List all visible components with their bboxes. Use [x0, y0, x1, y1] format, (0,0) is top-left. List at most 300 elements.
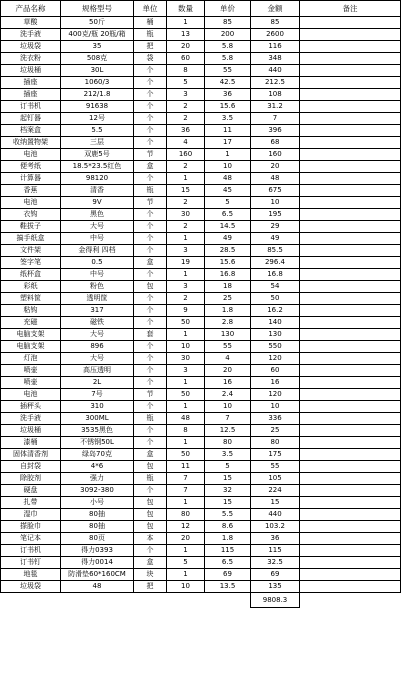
cell-quantity: 9 — [167, 305, 205, 317]
cell-unit: 个 — [134, 137, 167, 149]
cell-unit-price: 5 — [205, 461, 251, 473]
cell-amount: 175 — [251, 449, 300, 461]
cell-product-name: 灯泡 — [1, 353, 61, 365]
cell-unit-price: 49 — [205, 233, 251, 245]
cell-quantity: 3 — [167, 281, 205, 293]
cell-remarks — [300, 425, 401, 437]
total-blank-cell — [134, 593, 167, 608]
cell-unit-price: 8.6 — [205, 521, 251, 533]
cell-unit-price: 48 — [205, 173, 251, 185]
table-row — [1, 173, 401, 185]
cell-quantity: 7 — [167, 473, 205, 485]
cell-product-name: 垃圾桶 — [1, 65, 61, 77]
cell-unit: 盒 — [134, 557, 167, 569]
cell-unit-price: 17 — [205, 137, 251, 149]
cell-quantity: 2 — [167, 293, 205, 305]
cell-unit-price: 2.8 — [205, 317, 251, 329]
header-remarks: 备注 — [300, 1, 401, 17]
cell-remarks — [300, 29, 401, 41]
cell-quantity: 1 — [167, 401, 205, 413]
cell-spec: 强力 — [61, 473, 134, 485]
cell-unit: 个 — [134, 377, 167, 389]
cell-amount: 120 — [251, 389, 300, 401]
cell-product-name: 插座 — [1, 89, 61, 101]
cell-remarks — [300, 557, 401, 569]
cell-product-name: 喷壶 — [1, 365, 61, 377]
cell-spec: 98120 — [61, 173, 134, 185]
cell-quantity: 1 — [167, 17, 205, 29]
cell-quantity: 1 — [167, 329, 205, 341]
table-row — [1, 353, 401, 365]
cell-amount: 85.5 — [251, 245, 300, 257]
cell-remarks — [300, 89, 401, 101]
cell-unit-price: 55 — [205, 65, 251, 77]
header-unit-price: 单价 — [205, 1, 251, 17]
cell-amount: 396 — [251, 125, 300, 137]
cell-unit: 个 — [134, 437, 167, 449]
table-row — [1, 161, 401, 173]
cell-unit: 个 — [134, 365, 167, 377]
cell-unit: 盒 — [134, 257, 167, 269]
cell-spec: 绿岛70克 — [61, 449, 134, 461]
cell-unit-price: 11 — [205, 125, 251, 137]
cell-spec: 18.5*23.5红色 — [61, 161, 134, 173]
cell-remarks — [300, 53, 401, 65]
cell-quantity: 5 — [167, 557, 205, 569]
cell-remarks — [300, 245, 401, 257]
cell-unit: 个 — [134, 113, 167, 125]
table-row — [1, 521, 401, 533]
cell-spec: 大号 — [61, 221, 134, 233]
cell-spec: 清香 — [61, 185, 134, 197]
cell-product-name: 垃圾袋 — [1, 581, 61, 593]
cell-unit: 个 — [134, 485, 167, 497]
cell-remarks — [300, 137, 401, 149]
cell-unit: 个 — [134, 125, 167, 137]
cell-quantity: 1 — [167, 269, 205, 281]
cell-unit: 瓶 — [134, 185, 167, 197]
cell-spec: 得力0393 — [61, 545, 134, 557]
cell-unit-price: 1 — [205, 149, 251, 161]
cell-amount: 115 — [251, 545, 300, 557]
cell-unit: 包 — [134, 461, 167, 473]
cell-unit-price: 2.4 — [205, 389, 251, 401]
cell-unit-price: 28.5 — [205, 245, 251, 257]
cell-unit: 包 — [134, 521, 167, 533]
cell-unit: 把 — [134, 581, 167, 593]
table-row — [1, 437, 401, 449]
cell-unit-price: 15.6 — [205, 101, 251, 113]
cell-unit: 个 — [134, 89, 167, 101]
cell-spec: 中号 — [61, 233, 134, 245]
cell-unit: 个 — [134, 401, 167, 413]
cell-quantity: 1 — [167, 437, 205, 449]
table-row — [1, 41, 401, 53]
cell-product-name: 垃圾桶 — [1, 425, 61, 437]
cell-product-name: 订书机 — [1, 101, 61, 113]
cell-product-name: 草酸 — [1, 17, 61, 29]
cell-unit-price: 42.5 — [205, 77, 251, 89]
cell-amount: 105 — [251, 473, 300, 485]
cell-quantity: 30 — [167, 209, 205, 221]
cell-product-name: 扎带 — [1, 497, 61, 509]
cell-quantity: 8 — [167, 425, 205, 437]
table-row — [1, 257, 401, 269]
cell-remarks — [300, 473, 401, 485]
cell-spec: 896 — [61, 341, 134, 353]
cell-product-name: 笔记本 — [1, 533, 61, 545]
cell-spec: 7号 — [61, 389, 134, 401]
cell-spec: 透明筐 — [61, 293, 134, 305]
cell-product-name: 便考纸 — [1, 161, 61, 173]
cell-spec: 磁铁 — [61, 317, 134, 329]
cell-amount: 296.4 — [251, 257, 300, 269]
cell-amount: 130 — [251, 329, 300, 341]
cell-spec: 黑色 — [61, 209, 134, 221]
cell-remarks — [300, 269, 401, 281]
cell-unit: 块 — [134, 569, 167, 581]
cell-product-name: 地毯 — [1, 569, 61, 581]
cell-amount: 68 — [251, 137, 300, 149]
cell-unit: 袋 — [134, 53, 167, 65]
cell-amount: 120 — [251, 353, 300, 365]
cell-unit-price: 6.5 — [205, 209, 251, 221]
table-row — [1, 185, 401, 197]
cell-unit-price: 15.6 — [205, 257, 251, 269]
cell-unit: 个 — [134, 77, 167, 89]
table-row — [1, 389, 401, 401]
total-blank-cell — [167, 593, 205, 608]
cell-unit: 个 — [134, 317, 167, 329]
cell-spec: 400克/瓶 20瓶/箱 — [61, 29, 134, 41]
cell-unit: 瓶 — [134, 29, 167, 41]
cell-unit-price: 5 — [205, 197, 251, 209]
table-row — [1, 197, 401, 209]
cell-product-name: 电池 — [1, 389, 61, 401]
cell-remarks — [300, 197, 401, 209]
cell-unit: 个 — [134, 233, 167, 245]
cell-spec: 大号 — [61, 353, 134, 365]
cell-unit-price: 4 — [205, 353, 251, 365]
cell-quantity: 7 — [167, 485, 205, 497]
cell-spec: 310 — [61, 401, 134, 413]
cell-spec: 300ML — [61, 413, 134, 425]
cell-unit: 个 — [134, 65, 167, 77]
cell-amount: 10 — [251, 401, 300, 413]
cell-remarks — [300, 173, 401, 185]
cell-quantity: 1 — [167, 569, 205, 581]
cell-spec: 80抽 — [61, 521, 134, 533]
cell-product-name: 洗手液 — [1, 413, 61, 425]
cell-remarks — [300, 389, 401, 401]
cell-spec: 508克 — [61, 53, 134, 65]
table-row — [1, 281, 401, 293]
cell-amount: 440 — [251, 65, 300, 77]
cell-spec: 212/1.8 — [61, 89, 134, 101]
cell-amount: 2600 — [251, 29, 300, 41]
table-row — [1, 557, 401, 569]
cell-remarks — [300, 293, 401, 305]
cell-unit: 个 — [134, 425, 167, 437]
cell-unit: 个 — [134, 305, 167, 317]
total-blank-cell — [1, 593, 61, 608]
cell-unit: 个 — [134, 173, 167, 185]
cell-product-name: 电脑支架 — [1, 341, 61, 353]
cell-quantity: 1 — [167, 545, 205, 557]
cell-product-name: 喷壶 — [1, 377, 61, 389]
cell-quantity: 13 — [167, 29, 205, 41]
table-row — [1, 101, 401, 113]
cell-quantity: 19 — [167, 257, 205, 269]
cell-remarks — [300, 365, 401, 377]
cell-amount: 50 — [251, 293, 300, 305]
table-row — [1, 53, 401, 65]
cell-quantity: 48 — [167, 413, 205, 425]
cell-product-name: 固体清香剂 — [1, 449, 61, 461]
table-row — [1, 545, 401, 557]
cell-quantity: 50 — [167, 317, 205, 329]
cell-unit-price: 55 — [205, 341, 251, 353]
cell-spec: 防滑垫60*160CM — [61, 569, 134, 581]
header-row — [1, 1, 401, 17]
cell-unit-price: 13.5 — [205, 581, 251, 593]
table-row — [1, 17, 401, 29]
table-row — [1, 149, 401, 161]
cell-amount: 25 — [251, 425, 300, 437]
table-row — [1, 581, 401, 593]
total-blank-cell — [300, 593, 401, 608]
cell-quantity: 60 — [167, 53, 205, 65]
table-row — [1, 509, 401, 521]
cell-product-name: 粘钩 — [1, 305, 61, 317]
cell-amount: 550 — [251, 341, 300, 353]
cell-product-name: 塑料筐 — [1, 293, 61, 305]
cell-spec: 不锈钢50L — [61, 437, 134, 449]
cell-unit: 桶 — [134, 17, 167, 29]
cell-product-name: 漆桶 — [1, 437, 61, 449]
cell-unit-price: 7 — [205, 413, 251, 425]
cell-amount: 140 — [251, 317, 300, 329]
cell-product-name: 搞手纸盒 — [1, 233, 61, 245]
cell-unit-price: 5.8 — [205, 53, 251, 65]
cell-remarks — [300, 185, 401, 197]
header-product-name: 产品名称 — [1, 1, 61, 17]
cell-amount: 160 — [251, 149, 300, 161]
cell-spec: 双鹿5号 — [61, 149, 134, 161]
cell-amount: 116 — [251, 41, 300, 53]
cell-product-name: 订书钉 — [1, 557, 61, 569]
cell-remarks — [300, 449, 401, 461]
cell-quantity: 11 — [167, 461, 205, 473]
cell-quantity: 20 — [167, 41, 205, 53]
table-row — [1, 485, 401, 497]
cell-spec: 3535黑色 — [61, 425, 134, 437]
cell-quantity: 10 — [167, 341, 205, 353]
cell-quantity: 1 — [167, 233, 205, 245]
cell-product-name: 收纳置物架 — [1, 137, 61, 149]
cell-spec: 三层 — [61, 137, 134, 149]
table-row — [1, 341, 401, 353]
cell-unit-price: 15 — [205, 473, 251, 485]
cell-spec: 2L — [61, 377, 134, 389]
cell-amount: 675 — [251, 185, 300, 197]
table-row — [1, 65, 401, 77]
cell-spec: 317 — [61, 305, 134, 317]
cell-product-name: 插座 — [1, 77, 61, 89]
cell-remarks — [300, 497, 401, 509]
cell-amount: 29 — [251, 221, 300, 233]
table-row — [1, 497, 401, 509]
cell-unit: 盒 — [134, 161, 167, 173]
cell-unit-price: 15 — [205, 497, 251, 509]
cell-quantity: 3 — [167, 365, 205, 377]
cell-remarks — [300, 161, 401, 173]
cell-spec: 大号 — [61, 329, 134, 341]
cell-spec: 得力0014 — [61, 557, 134, 569]
cell-remarks — [300, 341, 401, 353]
cell-product-name: 电池 — [1, 197, 61, 209]
cell-spec: 4*6 — [61, 461, 134, 473]
cell-unit-price: 18 — [205, 281, 251, 293]
cell-product-name: 湿巾 — [1, 509, 61, 521]
cell-quantity: 36 — [167, 125, 205, 137]
cell-remarks — [300, 101, 401, 113]
table-row — [1, 29, 401, 41]
cell-quantity: 8 — [167, 65, 205, 77]
table-row — [1, 125, 401, 137]
cell-unit-price: 5.5 — [205, 509, 251, 521]
table-row — [1, 137, 401, 149]
cell-unit: 个 — [134, 221, 167, 233]
cell-product-name: 鞋拔子 — [1, 221, 61, 233]
cell-remarks — [300, 281, 401, 293]
header-quantity: 数量 — [167, 1, 205, 17]
cell-amount: 49 — [251, 233, 300, 245]
cell-quantity: 4 — [167, 137, 205, 149]
cell-remarks — [300, 125, 401, 137]
cell-amount: 36 — [251, 533, 300, 545]
cell-remarks — [300, 233, 401, 245]
table-row — [1, 293, 401, 305]
cell-spec: 48 — [61, 581, 134, 593]
cell-unit-price: 16 — [205, 377, 251, 389]
cell-unit-price: 10 — [205, 401, 251, 413]
cell-unit: 个 — [134, 269, 167, 281]
cell-spec: 小号 — [61, 497, 134, 509]
cell-unit-price: 6.5 — [205, 557, 251, 569]
cell-product-name: 插秤头 — [1, 401, 61, 413]
cell-remarks — [300, 401, 401, 413]
cell-unit: 个 — [134, 245, 167, 257]
table-row — [1, 365, 401, 377]
cell-product-name: 搽脸巾 — [1, 521, 61, 533]
cell-quantity: 50 — [167, 389, 205, 401]
cell-remarks — [300, 113, 401, 125]
cell-amount: 16.2 — [251, 305, 300, 317]
table-row — [1, 461, 401, 473]
cell-spec: 9V — [61, 197, 134, 209]
cell-quantity: 1 — [167, 173, 205, 185]
cell-amount: 16 — [251, 377, 300, 389]
cell-amount: 60 — [251, 365, 300, 377]
cell-product-name: 电脑支架 — [1, 329, 61, 341]
cell-remarks — [300, 305, 401, 317]
cell-unit-price: 85 — [205, 17, 251, 29]
table-row — [1, 209, 401, 221]
table-row — [1, 221, 401, 233]
cell-product-name: 洗衣粉 — [1, 53, 61, 65]
cell-remarks — [300, 485, 401, 497]
cell-product-name: 签字笔 — [1, 257, 61, 269]
cell-unit-price: 115 — [205, 545, 251, 557]
cell-unit: 瓶 — [134, 413, 167, 425]
cell-remarks — [300, 149, 401, 161]
cell-unit: 个 — [134, 293, 167, 305]
cell-remarks — [300, 521, 401, 533]
cell-spec: 5.5 — [61, 125, 134, 137]
cell-amount: 31.2 — [251, 101, 300, 113]
cell-amount: 54 — [251, 281, 300, 293]
cell-spec: 80抽 — [61, 509, 134, 521]
cell-unit: 瓶 — [134, 473, 167, 485]
cell-remarks — [300, 545, 401, 557]
cell-spec: 高压透明 — [61, 365, 134, 377]
cell-spec: 50斤 — [61, 17, 134, 29]
cell-amount: 16.8 — [251, 269, 300, 281]
cell-product-name: 计算器 — [1, 173, 61, 185]
cell-quantity: 15 — [167, 185, 205, 197]
cell-product-name: 档案盒 — [1, 125, 61, 137]
cell-unit-price: 3.5 — [205, 449, 251, 461]
cell-amount: 195 — [251, 209, 300, 221]
table-row — [1, 305, 401, 317]
cell-quantity: 20 — [167, 533, 205, 545]
cell-quantity: 10 — [167, 581, 205, 593]
cell-unit-price: 45 — [205, 185, 251, 197]
cell-product-name: 彩纸 — [1, 281, 61, 293]
cell-spec: 金得利 四档 — [61, 245, 134, 257]
cell-remarks — [300, 437, 401, 449]
cell-amount: 80 — [251, 437, 300, 449]
cell-amount: 440 — [251, 509, 300, 521]
cell-product-name: 洗手液 — [1, 29, 61, 41]
cell-product-name: 衣钩 — [1, 209, 61, 221]
cell-remarks — [300, 317, 401, 329]
cell-unit: 盒 — [134, 449, 167, 461]
cell-remarks — [300, 65, 401, 77]
cell-remarks — [300, 581, 401, 593]
cell-unit: 包 — [134, 509, 167, 521]
cell-quantity: 1 — [167, 377, 205, 389]
total-amount: 9808.3 — [251, 593, 300, 608]
cell-product-name: 纸杯盒 — [1, 269, 61, 281]
cell-unit: 包 — [134, 281, 167, 293]
cell-remarks — [300, 329, 401, 341]
cell-spec: 0.5 — [61, 257, 134, 269]
cell-amount: 348 — [251, 53, 300, 65]
cell-quantity: 12 — [167, 521, 205, 533]
cell-amount: 103.2 — [251, 521, 300, 533]
cell-quantity: 5 — [167, 77, 205, 89]
cell-amount: 7 — [251, 113, 300, 125]
cell-amount: 336 — [251, 413, 300, 425]
table-row — [1, 233, 401, 245]
table-row — [1, 413, 401, 425]
header-spec: 规格型号 — [61, 1, 134, 17]
cell-amount: 10 — [251, 197, 300, 209]
cell-quantity: 2 — [167, 221, 205, 233]
cell-unit-price: 130 — [205, 329, 251, 341]
